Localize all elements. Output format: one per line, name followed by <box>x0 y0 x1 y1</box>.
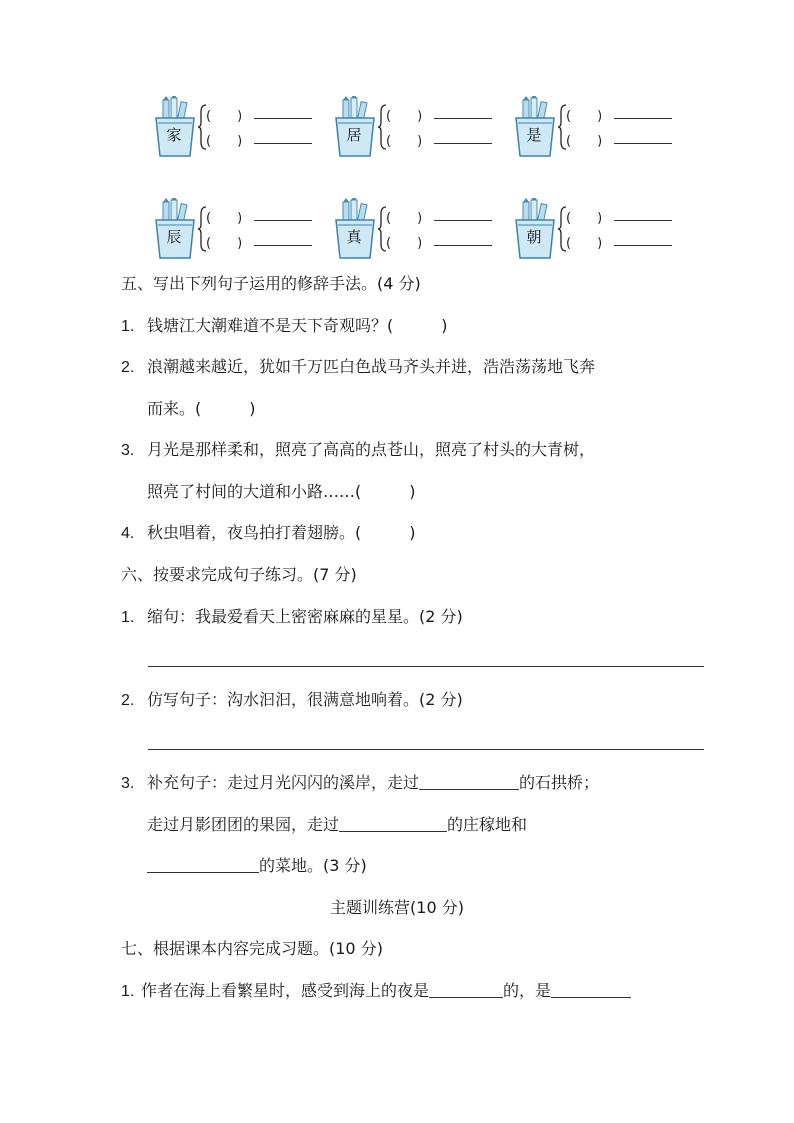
answer-blank[interactable]: ( ) <box>386 232 492 251</box>
answer-blank[interactable]: ( ) <box>566 207 672 226</box>
cup-group-zhao <box>514 198 694 260</box>
answer-blank[interactable]: ( ) <box>386 207 492 226</box>
cup-character: 家 <box>166 126 182 144</box>
fill-blank[interactable] <box>339 816 447 832</box>
section-7-title: 七、根据课本内容完成习题。(10 分) <box>121 939 383 958</box>
answer-blank[interactable]: ( ) <box>206 105 312 124</box>
section-6-title: 六、按要求完成句子练习。(7 分) <box>121 565 357 584</box>
cup-character: 真 <box>346 228 362 246</box>
answer-line[interactable] <box>148 666 704 667</box>
cup-character: 居 <box>346 126 362 144</box>
answer-blank[interactable]: ( ) <box>566 105 672 124</box>
question-item: 3. 补充句子：走过月光闪闪的溪岸，走过 的石拱桥； <box>121 773 600 792</box>
cup-character: 朝 <box>526 228 542 246</box>
question-item: 2. 浪潮越来越近，犹如千万匹白色战马齐头并进，浩浩荡荡地飞奔 <box>121 357 596 376</box>
pen-holder-icon <box>154 198 198 260</box>
question-item: 2. 仿写句子：沟水汩汩，很满意地响着。(2 分) <box>121 690 463 709</box>
question-item: 4. 秋虫唱着，夜鸟拍打着翅膀。( ) <box>121 523 416 542</box>
pen-holder-icon <box>334 96 378 158</box>
question-continuation: 走过月影团团的果园，走过 的庄稼地和 <box>147 815 528 834</box>
question-item: 1. 缩句：我最爱看天上密密麻麻的星星。(2 分) <box>121 607 463 626</box>
answer-blank[interactable]: ( ) <box>386 130 492 149</box>
answer-blank[interactable]: ( ) <box>386 105 492 124</box>
question-item: 1. 作者在海上看繁星时，感受到海上的夜是 的，是 <box>121 981 631 1002</box>
question-continuation: 的菜地。(3 分) <box>147 856 367 876</box>
answer-blank[interactable]: ( ) <box>206 130 312 149</box>
cup-row-1 <box>154 96 694 158</box>
answer-blank[interactable]: ( ) <box>206 207 312 226</box>
fill-blank[interactable] <box>419 774 519 790</box>
question-continuation: 而来。( ) <box>147 399 256 418</box>
cup-group-zhen <box>334 198 514 260</box>
cup-row-2 <box>154 198 694 260</box>
pen-holder-icon <box>154 96 198 158</box>
cup-character: 是 <box>526 126 542 144</box>
pen-holder-icon <box>514 96 558 158</box>
section-5-title: 五、写出下列句子运用的修辞手法。(4 分) <box>121 274 421 293</box>
answer-blank[interactable]: ( ) <box>566 232 672 251</box>
theme-title: 主题训练营(10 分) <box>330 898 464 917</box>
cup-character: 辰 <box>166 228 182 246</box>
pen-holder-icon <box>334 198 378 260</box>
question-item: 3. 月光是那样柔和，照亮了高高的点苍山，照亮了村头的大青树， <box>121 440 596 459</box>
answer-blank[interactable]: ( ) <box>566 130 672 149</box>
question-item: 1. 钱塘江大潮难道不是天下奇观吗？( ) <box>121 316 448 335</box>
fill-blank[interactable] <box>551 982 631 998</box>
fill-blank[interactable] <box>147 857 259 873</box>
cup-group-shi <box>514 96 694 158</box>
cup-group-ju <box>334 96 514 158</box>
cup-group-jia <box>154 96 334 158</box>
answer-line[interactable] <box>148 749 704 750</box>
answer-blank[interactable]: ( ) <box>206 232 312 251</box>
question-continuation: 照亮了村间的大道和小路……( ) <box>147 482 416 501</box>
fill-blank[interactable] <box>429 982 503 998</box>
cup-group-chen <box>154 198 334 260</box>
pen-holder-icon <box>514 198 558 260</box>
